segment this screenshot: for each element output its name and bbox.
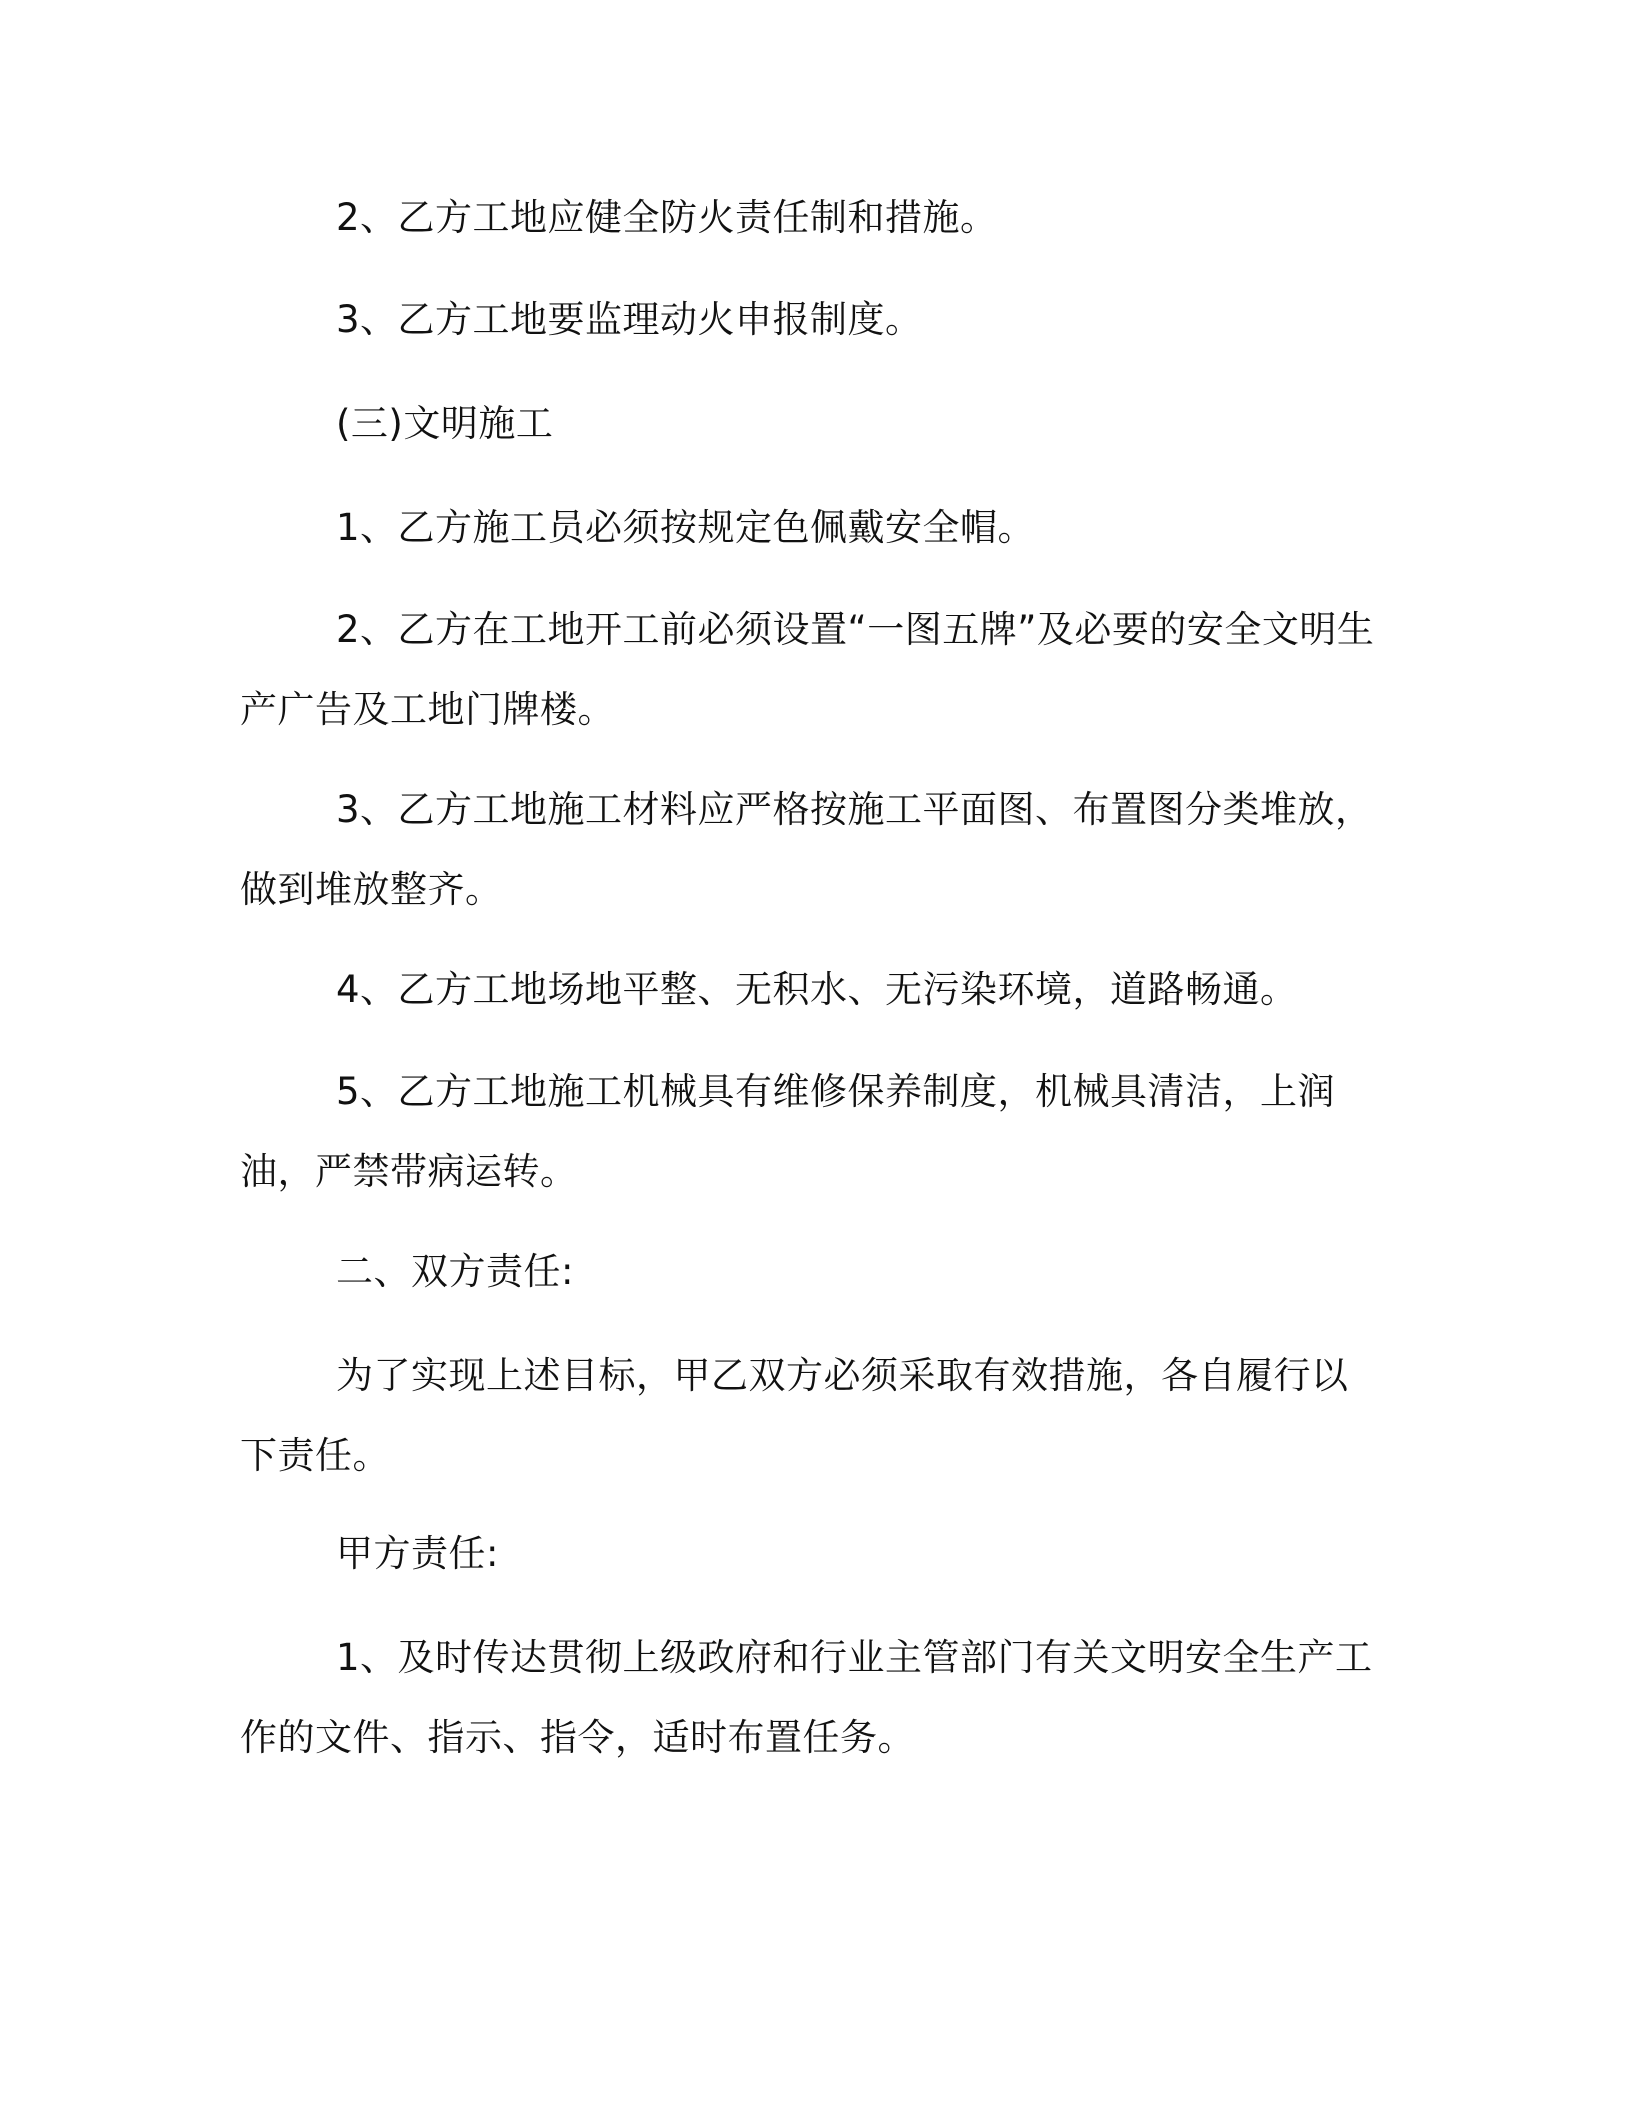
section-heading-mutual-responsibility: 二、双方责任: [336,1250,574,1293]
paragraph-machinery-maintenance: 5、乙方工地施工机械具有维修保养制度，机械具清洁，上润油，严禁带病运转。 [240,1070,1336,1193]
heading-party-a-responsibility: 甲方责任: [336,1532,499,1575]
paragraph-responsibility-intro: 为了实现上述目标，甲乙双方必须采取有效措施，各自履行以下责任。 [240,1354,1349,1477]
paragraph-material-stacking: 3、乙方工地施工材料应严格按施工平面图、布置图分类堆放，做到堆放整齐。 [240,788,1373,911]
paragraph-site-signage: 2、乙方在工地开工前必须设置“一图五牌”及必要的安全文明生产广告及工地门牌楼。 [240,608,1375,731]
paragraph-fire-permit: 3、乙方工地要监理动火申报制度。 [336,298,923,341]
paragraph-fire-responsibility: 2、乙方工地应健全防火责任制和措施。 [336,196,998,239]
section-heading-civilized-construction: (三)文明施工 [336,402,554,445]
paragraph-safety-helmet: 1、乙方施工员必须按规定色佩戴安全帽。 [336,506,1036,549]
paragraph-party-a-duty-1: 1、及时传达贯彻上级政府和行业主管部门有关文明安全生产工作的文件、指示、指令，适时布置任务。 [240,1636,1373,1759]
paragraph-site-condition: 4、乙方工地场地平整、无积水、无污染环境，道路畅通。 [336,968,1298,1011]
